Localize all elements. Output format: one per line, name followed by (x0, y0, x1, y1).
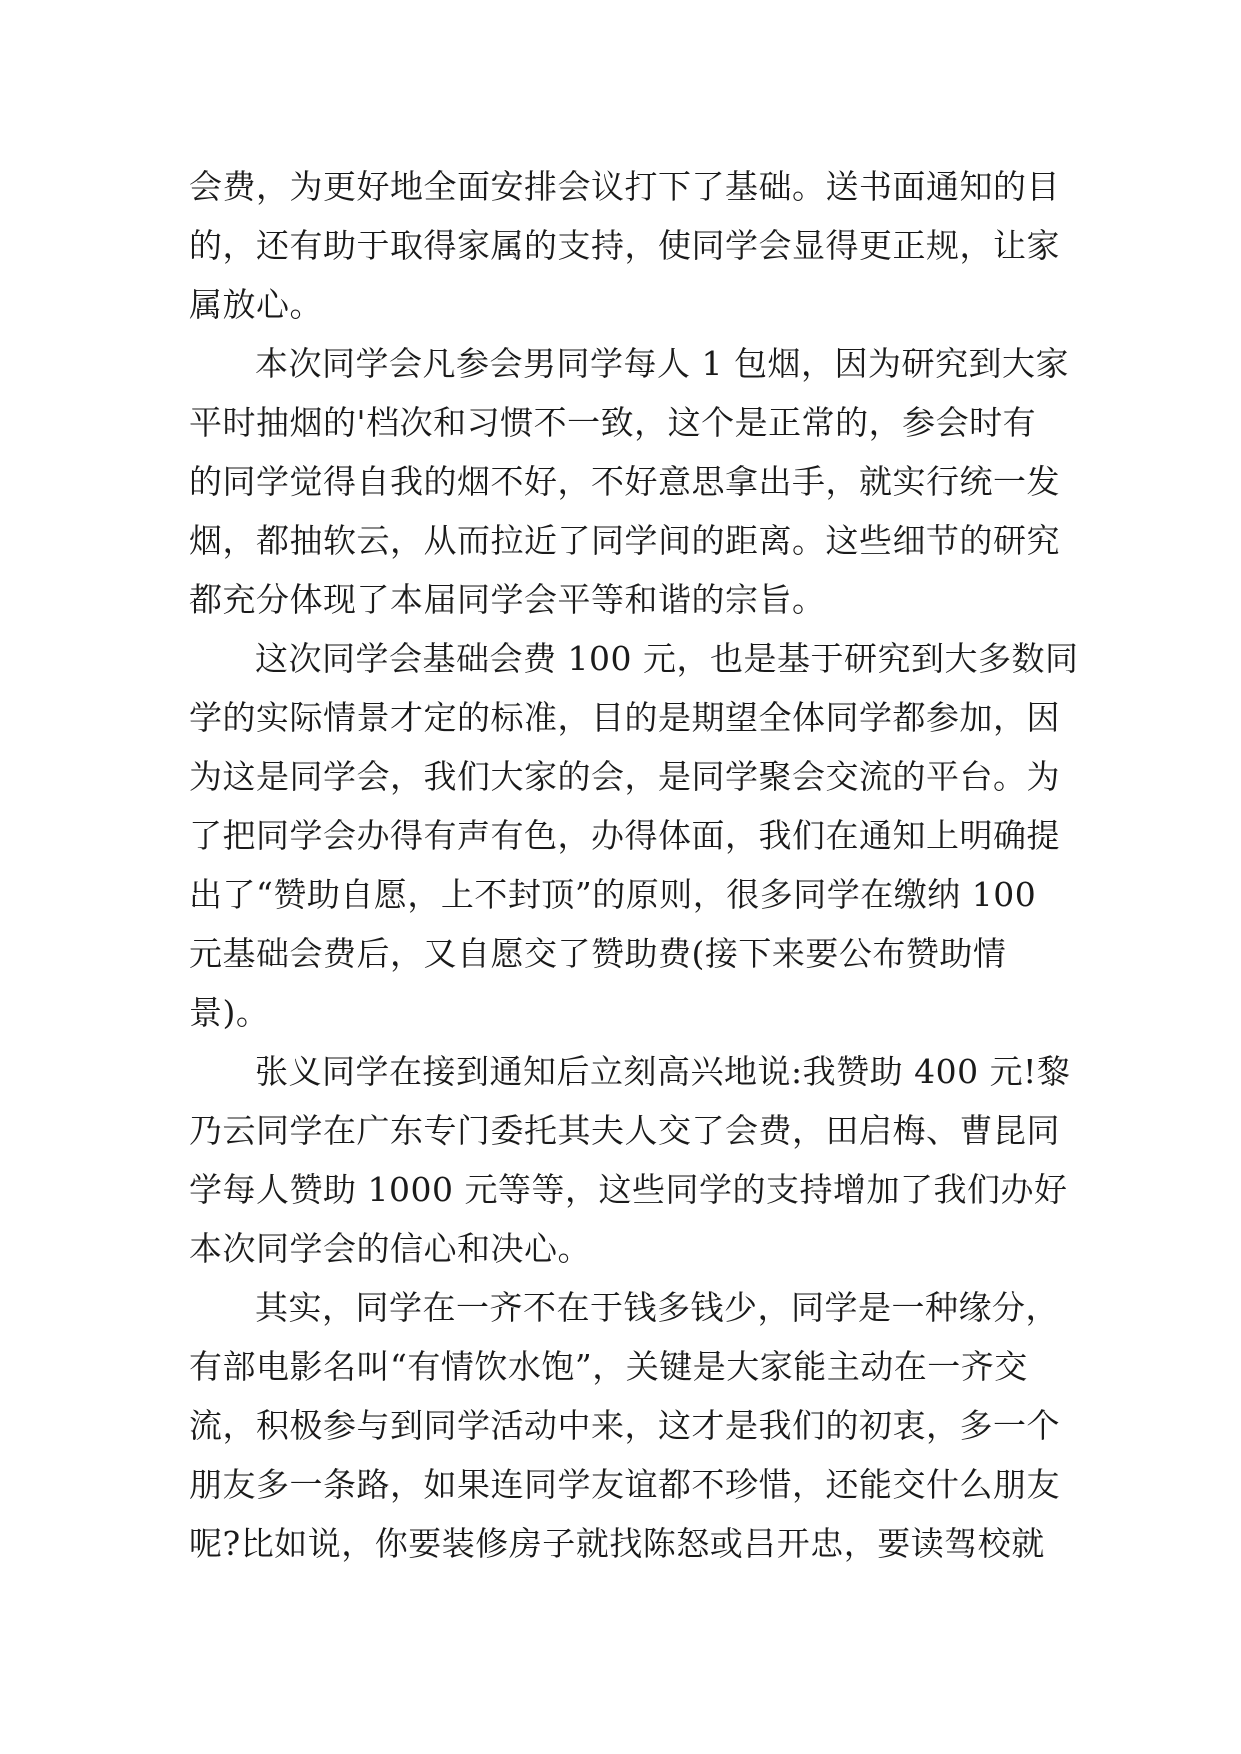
text-line: 乃云同学在广东专门委托其夫人交了会费，田启梅、曹昆同 (189, 1111, 1060, 1150)
text-line: 的同学觉得自我的烟不好，不好意思拿出手，就实行统一发 (189, 462, 1060, 501)
text-line: 都充分体现了本届同学会平等和谐的宗旨。 (189, 580, 826, 619)
text-line: 朋友多一条路，如果连同学友谊都不珍惜，还能交什么朋友 (189, 1465, 1060, 1504)
text-line: 出了“赞助自愿，上不封顶”的原则，很多同学在缴纳 100 (189, 875, 1037, 914)
text-line: 学的实际情景才定的标准，目的是期望全体同学都参加，因 (189, 698, 1060, 737)
text-line: 的，还有助于取得家属的支持，使同学会显得更正规，让家 (189, 226, 1060, 265)
text-line: 烟，都抽软云，从而拉近了同学间的距离。这些细节的研究 (189, 521, 1060, 560)
text-line: 张义同学在接到通知后立刻高兴地说:我赞助 400 元!黎 (255, 1052, 1071, 1091)
text-line: 元基础会费后，又自愿交了赞助费(接下来要公布赞助情 (189, 934, 1007, 973)
text-line: 这次同学会基础会费 100 元，也是基于研究到大多数同 (255, 639, 1079, 678)
text-line: 景)。 (189, 993, 270, 1032)
text-line: 流，积极参与到同学活动中来，这才是我们的初衷，多一个 (189, 1406, 1060, 1445)
text-line: 平时抽烟的'档次和习惯不一致，这个是正常的，参会时有 (189, 403, 1037, 442)
paragraph (189, 629, 1079, 1042)
text-line: 会费，为更好地全面安排会议打下了基础。送书面通知的目 (189, 167, 1060, 206)
text-line: 了把同学会办得有声有色，办得体面，我们在通知上明确提 (189, 816, 1060, 855)
text-line: 本次同学会的信心和决心。 (189, 1229, 591, 1268)
paragraph (189, 157, 1060, 334)
text-line: 本次同学会凡参会男同学每人 1 包烟，因为研究到大家 (255, 344, 1069, 383)
text-line: 为这是同学会，我们大家的会，是同学聚会交流的平台。为 (189, 757, 1060, 796)
paragraph (189, 1042, 1071, 1278)
paragraph (189, 1278, 1060, 1573)
text-line: 学每人赞助 1000 元等等，这些同学的支持增加了我们办好 (189, 1170, 1068, 1209)
paragraph (189, 334, 1069, 629)
text-line: 其实，同学在一齐不在于钱多钱少，同学是一种缘分， (255, 1288, 1059, 1327)
text-line: 有部电影名叫“有情饮水饱”，关键是大家能主动在一齐交 (189, 1347, 1028, 1386)
document-body (189, 157, 1079, 1573)
text-line: 属放心。 (189, 285, 323, 324)
text-line: 呢?比如说，你要装修房子就找陈怒或吕开忠，要读驾校就 (189, 1524, 1045, 1563)
